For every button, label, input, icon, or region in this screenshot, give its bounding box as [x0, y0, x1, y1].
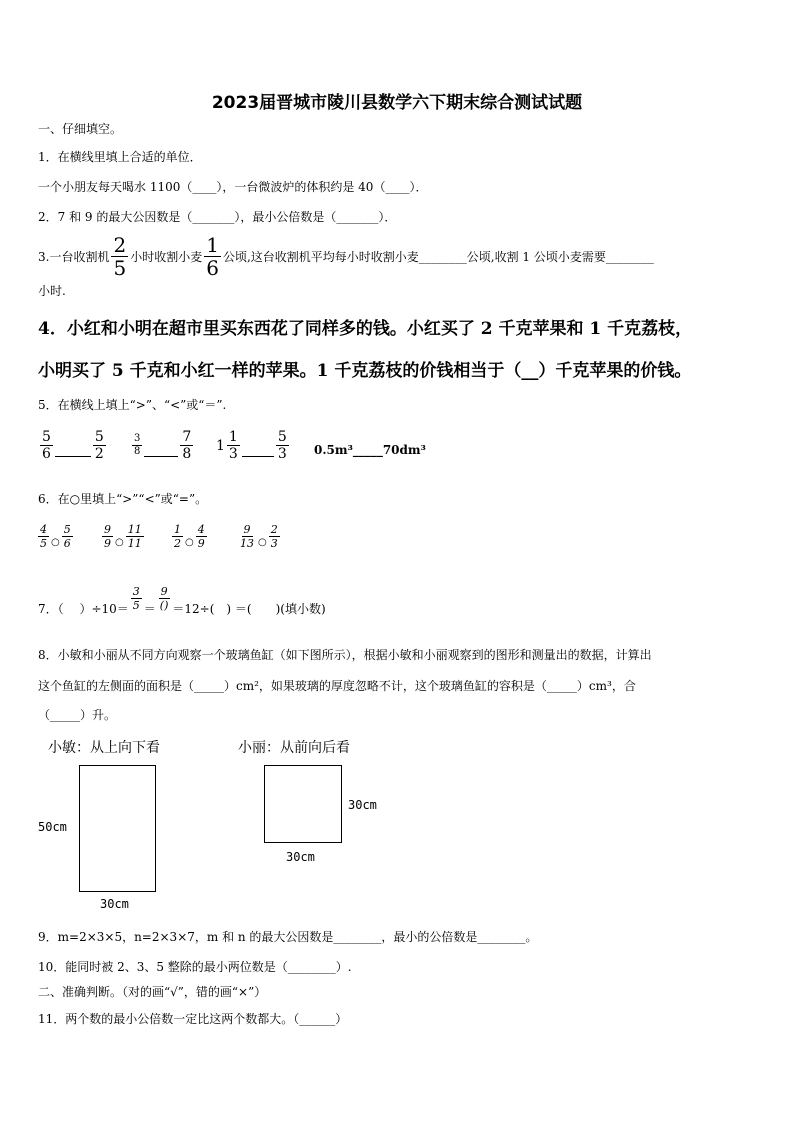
numerator: 3 — [132, 585, 140, 598]
q5-compare-2 — [130, 430, 195, 461]
q3-fraction-2 — [204, 232, 221, 280]
compare-circle-icon[interactable]: ○ — [258, 537, 267, 548]
q3-fraction-1 — [111, 232, 128, 280]
answer-blank[interactable] — [242, 456, 274, 457]
top-view-rectangle — [79, 765, 156, 892]
q3-f2-denominator: 6 — [206, 255, 219, 280]
numerator: 9 — [104, 523, 111, 536]
compare-circle-icon[interactable]: ○ — [185, 537, 194, 548]
q3-f1-numerator: 2 — [113, 232, 127, 257]
numerator: 5 — [94, 429, 104, 445]
numerator: 5 — [277, 429, 287, 445]
q7-suffix: ＝12÷( ) ＝( )(填小数) — [172, 602, 326, 616]
q6-c1-right — [62, 524, 73, 549]
q6-compare-3 — [170, 524, 209, 549]
section-1-heading: 一、仔细填空。 — [38, 122, 123, 136]
q6-c2-right — [126, 524, 144, 549]
q6-compare-1 — [36, 524, 75, 549]
denominator: 11 — [127, 537, 142, 550]
numerator: 5 — [42, 429, 51, 445]
numerator: 3 — [134, 433, 141, 444]
question-4-line-1: 4．小红和小明在超市里买东西花了同样多的钱。小红买了 2 千克苹果和 1 千克荔枝， — [38, 319, 693, 339]
q6-c3-right — [196, 524, 207, 549]
q6-c3-left — [172, 524, 183, 549]
question-7 — [38, 586, 326, 619]
denominator: 5 — [132, 599, 140, 612]
q3-mid-2: 公顷,这台收割机平均每小时收割小麦________公顷,收割 1 公顷小麦需要________ — [222, 249, 654, 264]
question-8-line-2: 这个鱼缸的左侧面的面积是（_____）cm²，如果玻璃的厚度忽略不计，这个玻璃鱼缸的容积是（_____）cm³，合 — [38, 679, 636, 693]
question-6-heading: 6．在○里填上“>”“<”或“=”。 — [38, 492, 208, 506]
denominator: 3 — [228, 446, 238, 462]
denominator: 8 — [182, 446, 192, 462]
numerator: 4 — [197, 523, 205, 536]
q6-c4-left — [238, 524, 256, 549]
q7-prefix: 7．（ ）÷10＝ — [38, 602, 129, 616]
page-title: 2023届晋城市陵川县数学六下期末综合测试试题 — [211, 93, 583, 113]
question-2: 2．7 和 9 的最大公因数是（_______），最小公倍数是（_______）． — [38, 210, 397, 224]
front-view-height-label: 30cm — [348, 798, 377, 812]
numerator: 2 — [270, 523, 278, 536]
denominator: 5 — [40, 537, 47, 550]
question-11: 11．两个数的最小公倍数一定比这两个数都大。（______） — [38, 1012, 348, 1026]
q5-compare-1 — [38, 430, 108, 461]
denominator: 3 — [270, 537, 278, 550]
numerator: 11 — [127, 523, 142, 536]
denominator: 6 — [63, 537, 71, 550]
q5-c1-left-fraction — [40, 430, 53, 461]
top-view-height-label: 50cm — [38, 820, 67, 834]
denominator: 13 — [240, 537, 254, 550]
numerator: 7 — [182, 429, 192, 445]
q7-fraction-1 — [131, 586, 142, 611]
question-10: 10．能同时被 2、3、5 整除的最小两位数是（________）. — [38, 960, 352, 974]
denominator: 9 — [197, 537, 205, 550]
question-8-line-1: 8．小敏和小丽从不同方向观察一个玻璃鱼缸（如下图所示），根据小敏和小丽观察到的图形和测量出的数据，计算出 — [38, 648, 652, 662]
denominator: 8 — [134, 446, 141, 457]
answer-blank[interactable] — [55, 456, 91, 457]
q7-equals: ＝ — [143, 602, 156, 616]
question-8-line-3: （_____）升。 — [38, 708, 117, 722]
question-5-heading: 5．在横线上填上“>”、“<”或“＝”. — [38, 398, 227, 412]
q5-c3-whole: 1 — [216, 437, 225, 454]
denominator: 6 — [42, 446, 51, 462]
denominator: 3 — [277, 446, 287, 462]
q6-compare-2 — [100, 524, 146, 549]
q5-c3-left-fraction — [227, 430, 240, 461]
numerator: 9 — [243, 523, 251, 536]
q5-c1-right-fraction — [93, 430, 106, 461]
q6-c2-left — [102, 524, 113, 549]
q3-f1-denominator: 5 — [113, 255, 127, 280]
q3-prefix: 3.一台收割机 — [38, 249, 110, 264]
q3-mid-1: 小时收割小麦 — [130, 249, 203, 264]
front-view-square — [264, 765, 342, 843]
numerator: 1 — [228, 429, 238, 445]
numerator: 4 — [40, 523, 47, 536]
question-4-line-2: 小明买了 5 千克和小红一样的苹果。1 千克荔枝的价钱相当于（__）千克苹果的价钱。 — [38, 361, 692, 381]
compare-circle-icon[interactable]: ○ — [115, 537, 124, 548]
compare-circle-icon[interactable]: ○ — [51, 537, 60, 548]
question-1-heading: 1．在横线里填上合适的单位． — [38, 150, 202, 164]
question-3-end: 小时. — [38, 284, 66, 298]
front-view-width-label: 30cm — [286, 850, 315, 864]
numerator: 5 — [63, 523, 71, 536]
section-2-heading: 二、准确判断。（对的画“√”，错的画“×”） — [38, 985, 267, 999]
top-view-caption: 小敏：从上向下看 — [48, 740, 160, 756]
question-3 — [38, 232, 654, 280]
q6-c4-right — [269, 524, 280, 549]
q7-fraction-2 — [158, 586, 171, 611]
question-1-line: 一个小朋友每天喝水 1100（____），一台微波炉的体积约是 40（____）． — [38, 180, 428, 194]
q5-compare-3 — [216, 430, 291, 461]
numerator: 1 — [174, 523, 181, 536]
front-view-caption: 小丽：从前向后看 — [238, 740, 350, 756]
q6-compare-4 — [236, 524, 282, 549]
denominator: 2 — [174, 537, 181, 550]
q5-c3-right-fraction — [276, 430, 289, 461]
q5-c2-right-fraction — [180, 430, 193, 461]
numerator: 9 — [160, 585, 168, 598]
top-view-width-label: 30cm — [100, 897, 129, 911]
question-9: 9．m=2×3×5，n=2×3×7，m 和 n 的最大公因数是________，最小的公倍数是________。 — [38, 930, 538, 944]
answer-blank[interactable] — [144, 456, 178, 457]
q3-f2-numerator: 1 — [206, 232, 219, 257]
denominator: 9 — [104, 537, 111, 550]
q5-unit-compare: 0.5m³_____70dm³ — [314, 443, 426, 457]
denominator: () — [159, 599, 169, 612]
q5-c2-left-fraction — [132, 434, 142, 457]
denominator: 2 — [94, 446, 104, 462]
q6-c1-left — [38, 524, 49, 549]
